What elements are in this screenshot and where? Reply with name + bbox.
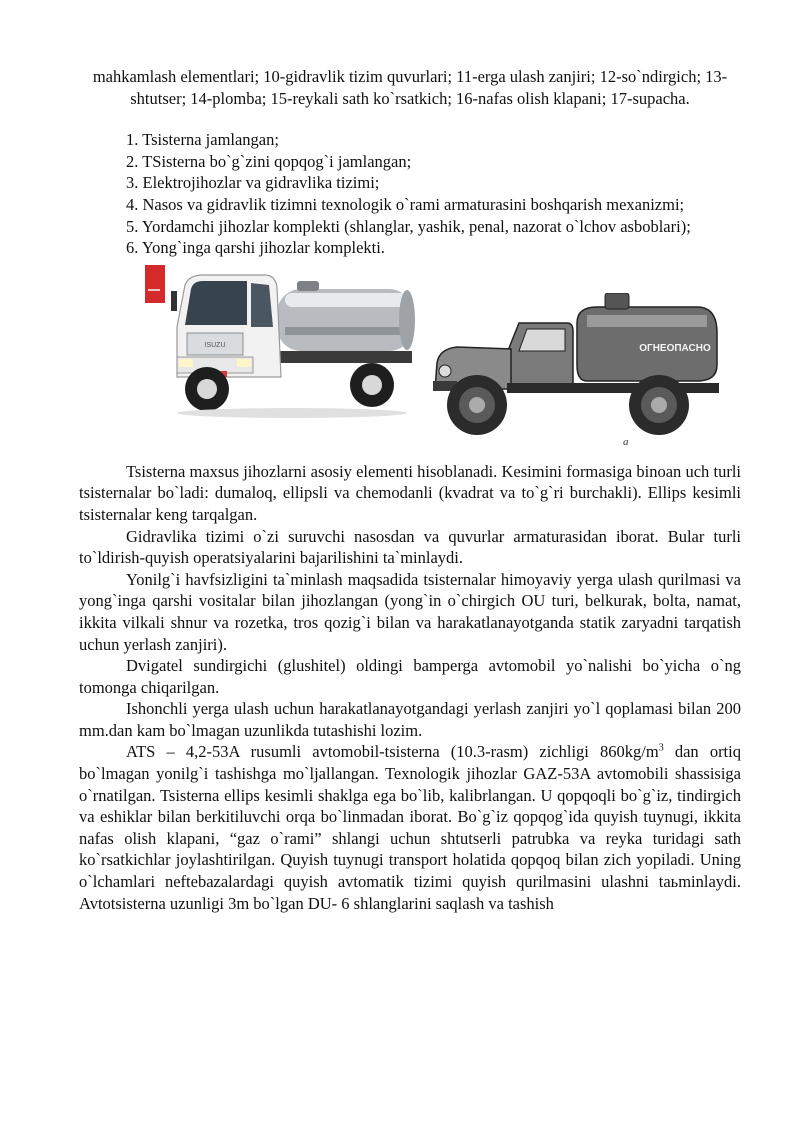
body-paragraph: Gidravlika tizimi o`zi suruvchi nasosdan va quvurlar armaturasidan iborat. Bular turli to`ldirish-quyish operatsiyalarini bajarilishini ta`minlaydi. xyxy=(79,526,741,568)
tanker-trucks-figure xyxy=(79,263,741,455)
white-tanker-truck-image xyxy=(167,267,417,419)
body-paragraph: Tsisterna maxsus jihozlarni asosiy elementi hisoblanadi. Kesimini formasiga binoan uch turli tsisternalar bo`ladi: dumaloq, ellipsli va chemodanli (kvadrat va to`g`ri burchakli). Ellips kesimli tsisternalar keng tarqalgan. xyxy=(79,461,741,524)
document-page xyxy=(79,66,741,914)
old-tanker-truck-image xyxy=(427,293,727,448)
figure-caption-continuation: mahkamlash elementlari; 10-gidravlik tizim quvurlari; 11-erga ulash zanjiri; 12-so`ndirgich; 13-shtutser; 14-plomba; 15-reykali sath ko`rsatkich; 16-nafas olish klapani; 17-supacha. xyxy=(92,67,728,108)
components-list xyxy=(79,129,741,259)
body-paragraph: Yonilg`i havfsizligini ta`minlash maqsadida tsisternalar himoyaviy yerga ulash qurilmasi va yong`inga qarshi vositalar bilan jihozlangan (yong`in o`chirgich OU turi, belkurak, bolta, namat, ikkita vilkali shnur va rozetka, tros qozig`i bilan va harakatlanayotganda statik zaryadni tarqatish uchun yerlash zanjiri). xyxy=(79,569,741,654)
ats-text-rest: dan ortiq bo`lmagan yonilg`i tashishga mo`ljallangan. Texnologik jihozlar GAZ-53A avtomobili shassisiga o`rnatilgan. Tsisterna ellips kesimli shaklga ega bo`lib, kalibrlangan. U qopqoqli bo`g`iz, tindirgich va eshiklar bilan berkitiluvchi orqa bo`linmadan iborat. Bo`g`iz qopqog`ida quyish tuynugi, ikkita nafas olish klapani, “gaz o`rami” shlangi uchun shtutserli patrubka va reyka turidagi sath ko`rsatkichlar joylashtirilgan. Quyish tuynugi transport holatida qopqoq bilan zich yopiladi. Uning o`lchamlari neftebazalardagi quyish avtomatik tizimi quyish qurilmasini ulashni taьminlaydi. Avtotsisterna uzunligi 3m bo`lgan DU- 6 shlanglarini saqlash va tashish xyxy=(79,742,741,913)
ats-text-start: ATS – 4,2-53A rusumli avtomobil-tsisterna (10.3-rasm) zichligi 860kg/m xyxy=(126,742,659,762)
body-paragraph: Dvigatel sundirgichi (glushitel) oldingi bamperga avtomobil yo`nalishi bo`yicha o`ng tomonga chiqarilgan. xyxy=(79,656,741,697)
list-item: 4. Nasos va gidravlik tizimni texnologik o`rami armaturasini boshqarish mexanizmi; xyxy=(126,194,685,214)
front-wheel xyxy=(447,375,507,435)
figure-label-a: а xyxy=(623,435,629,448)
tank-warning-text: ОГНЕОПАСНО xyxy=(639,342,711,354)
list-item: 2. TSisterna bo`g`zini qopqog`i jamlangan; xyxy=(126,151,412,171)
grille-brand-text: ISUZU xyxy=(204,341,226,349)
list-item: 5. Yordamchi jihozlar komplekti (shlanglar, yashik, penal, nazorat o`lchov asboblari); xyxy=(126,216,691,236)
list-item: 1. Tsisterna jamlangan; xyxy=(126,130,279,150)
red-marker-image xyxy=(145,265,165,303)
list-item: 3. Elektrojihozlar va gidravlika tizimi; xyxy=(126,173,380,193)
body-paragraph: Ishonchli yerga ulash uchun harakatlanayotgandagi yerlash zanjiri yo`l qoplamasi bilan 200 mm.dan kam bo`lmagan uzunlikda tutashishi lozim. xyxy=(79,699,741,740)
superscript-3: 3 xyxy=(658,742,664,754)
list-item: 6. Yong`inga qarshi jihozlar komplekti. xyxy=(126,238,385,258)
body-paragraph-ats xyxy=(79,741,741,914)
rear-wheel xyxy=(629,375,689,435)
